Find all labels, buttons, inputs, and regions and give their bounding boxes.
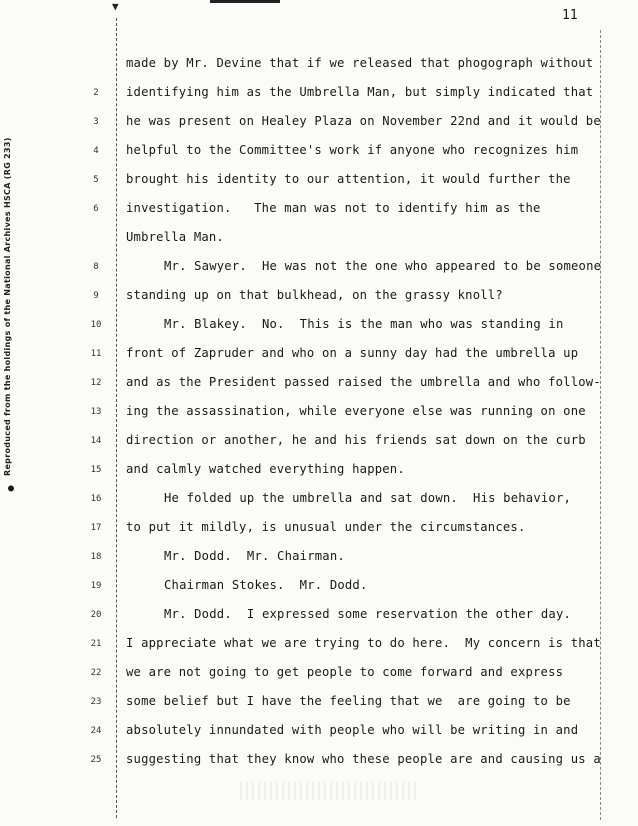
page-number: 11 — [562, 8, 578, 23]
line-number: 5 — [93, 175, 99, 185]
transcript-line: direction or another, he and his friends sat down on the curb — [126, 433, 586, 447]
transcript-line: He folded up the umbrella and sat down. His behavior, — [164, 491, 572, 505]
transcript-line: some belief but I have the feeling that we are going to be — [126, 694, 571, 708]
line-number: 17 — [90, 523, 102, 533]
transcript-line: and as the President passed raised the umbrella and who follow- — [126, 375, 601, 389]
right-margin-rule — [600, 30, 601, 820]
transcript-line: suggesting that they know who these people are and causing us a — [126, 752, 601, 766]
corner-scan-mark: ▼ — [112, 0, 119, 13]
transcript-line: Mr. Dodd. I expressed some reservation the other day. — [164, 607, 572, 621]
line-number: 9 — [93, 291, 99, 301]
line-number: 4 — [93, 146, 99, 156]
line-number: 12 — [90, 378, 102, 388]
transcript-line: Mr. Dodd. Mr. Chairman. — [164, 549, 345, 563]
line-number: 10 — [90, 320, 102, 330]
archive-side-note: Reproduced from the holdings of the National Archives HSCA (RG 233) — [3, 137, 12, 476]
transcript-line: he was present on Healey Plaza on November 22nd and it would be — [126, 114, 601, 128]
line-number: 13 — [90, 407, 102, 417]
line-number: 15 — [90, 465, 102, 475]
transcript-line: ing the assassination, while everyone else was running on one — [126, 404, 586, 418]
line-number: 11 — [90, 349, 102, 359]
line-number: 19 — [90, 581, 102, 591]
line-number: 3 — [93, 117, 99, 127]
line-number: 21 — [90, 639, 102, 649]
top-scan-mark — [210, 0, 280, 3]
transcript-line: we are not going to get people to come forward and express — [126, 665, 564, 679]
transcript-line: Umbrella Man. — [126, 230, 224, 244]
transcript-line: and calmly watched everything happen. — [126, 462, 405, 476]
transcript-line: Mr. Blakey. No. This is the man who was standing in — [164, 317, 564, 331]
line-number: 8 — [93, 262, 99, 272]
transcript-line: I appreciate what we are trying to do here. My concern is that — [126, 636, 601, 650]
line-number: 25 — [90, 755, 102, 765]
line-number: 22 — [90, 668, 102, 678]
scan-smudge — [240, 782, 420, 800]
line-number: 23 — [90, 697, 102, 707]
transcript-line: absolutely innundated with people who will be writing in and — [126, 723, 579, 737]
transcript-line: standing up on that bulkhead, on the grassy knoll? — [126, 288, 503, 302]
transcript-line: made by Mr. Devine that if we released that phogograph without — [126, 56, 594, 70]
transcript-line: helpful to the Committee's work if anyone who recognizes him — [126, 143, 579, 157]
line-number: 20 — [90, 610, 102, 620]
line-number: 16 — [90, 494, 102, 504]
transcript-line: identifying him as the Umbrella Man, but simply indicated that — [126, 85, 594, 99]
line-number: 14 — [90, 436, 102, 446]
transcript-line: brought his identity to our attention, it would further the — [126, 172, 571, 186]
transcript-line: to put it mildly, is unusual under the circumstances. — [126, 520, 526, 534]
line-number: 24 — [90, 726, 102, 736]
line-number: 18 — [90, 552, 102, 562]
transcript-line: front of Zapruder and who on a sunny day had the umbrella up — [126, 346, 579, 360]
line-number: 6 — [93, 204, 99, 214]
line-number: 2 — [93, 88, 99, 98]
transcript-line: Mr. Sawyer. He was not the one who appeared to be someone — [164, 259, 602, 273]
left-margin-rule — [116, 18, 117, 818]
transcript-line: investigation. The man was not to identify him as the — [126, 201, 541, 215]
transcript-line: Chairman Stokes. Mr. Dodd. — [164, 578, 368, 592]
side-note-bullet-icon: ● — [8, 483, 15, 494]
